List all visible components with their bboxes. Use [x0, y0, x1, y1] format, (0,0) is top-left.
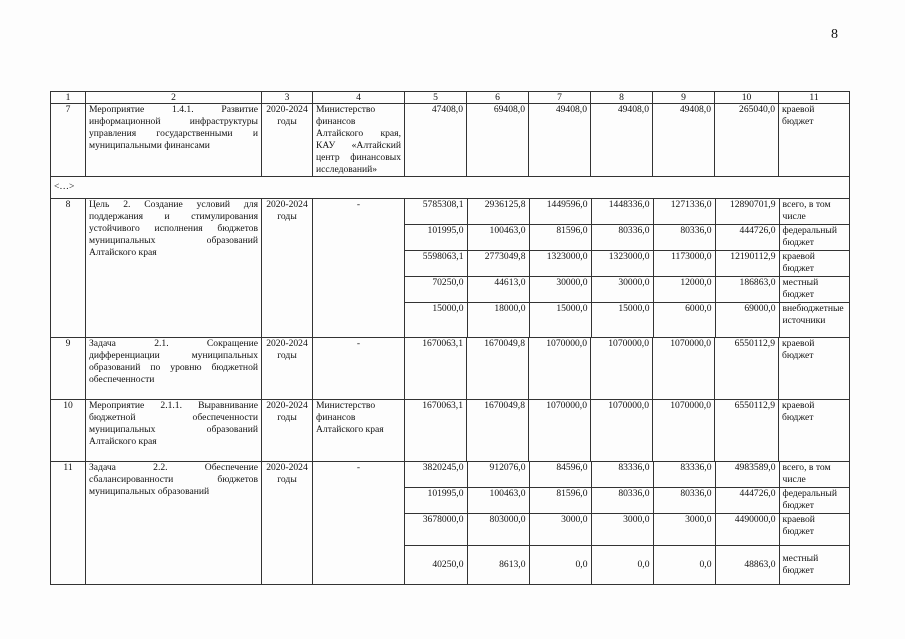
- amount-cell: 49408,0: [591, 104, 653, 177]
- funding-source: краевой бюджет: [779, 337, 850, 399]
- amount-cell: 69000,0: [715, 303, 779, 337]
- amount-cell: 444726,0: [715, 488, 779, 514]
- table-row: [51, 337, 850, 399]
- amount-cell: 48863,0: [715, 546, 779, 584]
- program-funding-table: [50, 91, 850, 585]
- breakdown-row: [405, 462, 849, 488]
- executor: -: [313, 337, 405, 399]
- col-header: 8: [591, 92, 653, 104]
- amount-cell: 80336,0: [591, 488, 653, 514]
- col-header: 3: [262, 92, 313, 104]
- amount-cell: 1323000,0: [591, 251, 653, 277]
- period: 2020-2024 годы: [262, 399, 313, 461]
- amount-cell: 2773049,8: [467, 251, 529, 277]
- table-row: [51, 461, 850, 584]
- amount-cell: 0,0: [529, 546, 591, 584]
- amount-cell: 912076,0: [467, 462, 529, 488]
- col-header: 11: [779, 92, 850, 104]
- amount-cell: 6000,0: [653, 303, 715, 337]
- amount-cell: 1173000,0: [653, 251, 715, 277]
- amount-cell: 1448336,0: [591, 199, 653, 225]
- amount-cell: 4490000,0: [715, 514, 779, 546]
- amount-cell: 265040,0: [715, 104, 779, 177]
- breakdown-subtable: [405, 199, 849, 337]
- amount-cell: 0,0: [591, 546, 653, 584]
- executor: Министерство финансов Алтайского края: [313, 399, 405, 461]
- executor: -: [313, 198, 405, 337]
- amount-cell: 1670049,8: [467, 337, 529, 399]
- funding-breakdown: [405, 198, 850, 337]
- breakdown-row: [405, 251, 849, 277]
- funding-source: краевой бюджет: [779, 514, 849, 546]
- amount-cell: 1070000,0: [529, 337, 591, 399]
- amount-cell: 6550112,9: [715, 337, 779, 399]
- breakdown-row: [405, 277, 849, 303]
- funding-source: всего, в том числе: [779, 462, 849, 488]
- period: 2020-2024 годы: [262, 198, 313, 337]
- col-header: 5: [405, 92, 467, 104]
- amount-cell: 12190112,9: [715, 251, 779, 277]
- amount-cell: 15000,0: [405, 303, 467, 337]
- amount-cell: 81596,0: [529, 225, 591, 251]
- funding-source: федеральный бюджет: [779, 225, 849, 251]
- row-number: 8: [51, 198, 86, 337]
- amount-cell: 44613,0: [467, 277, 529, 303]
- amount-cell: 186863,0: [715, 277, 779, 303]
- amount-cell: 12890701,9: [715, 199, 779, 225]
- table-row: [51, 104, 850, 177]
- amount-cell: 81596,0: [529, 488, 591, 514]
- amount-cell: 47408,0: [405, 104, 467, 177]
- amount-cell: 3820245,0: [405, 462, 467, 488]
- amount-cell: 1271336,0: [653, 199, 715, 225]
- amount-cell: 4983589,0: [715, 462, 779, 488]
- amount-cell: 1070000,0: [653, 337, 715, 399]
- row-number: 9: [51, 337, 86, 399]
- amount-cell: 15000,0: [529, 303, 591, 337]
- amount-cell: 5598063,1: [405, 251, 467, 277]
- amount-cell: 444726,0: [715, 225, 779, 251]
- page-number: 8: [831, 27, 838, 42]
- amount-cell: 100463,0: [467, 488, 529, 514]
- goal-name: Цель 2. Создание условий для поддержания и стимулирования устойчивого исполнения бюджетов муниципальных образований Алтайского края: [86, 198, 262, 337]
- amount-cell: 1323000,0: [529, 251, 591, 277]
- amount-cell: 40250,0: [405, 546, 467, 584]
- amount-cell: 3000,0: [529, 514, 591, 546]
- amount-cell: 1070000,0: [591, 399, 653, 461]
- amount-cell: 30000,0: [591, 277, 653, 303]
- col-header: 6: [467, 92, 529, 104]
- amount-cell: 12000,0: [653, 277, 715, 303]
- amount-cell: 1449596,0: [529, 199, 591, 225]
- amount-cell: 0,0: [653, 546, 715, 584]
- amount-cell: 84596,0: [529, 462, 591, 488]
- col-header: 4: [313, 92, 405, 104]
- breakdown-subtable: [405, 462, 849, 584]
- amount-cell: 2936125,8: [467, 199, 529, 225]
- period: 2020-2024 годы: [262, 461, 313, 584]
- breakdown-row: [405, 546, 849, 584]
- funding-source: местный бюджет: [779, 546, 849, 584]
- funding-source: краевой бюджет: [779, 399, 850, 461]
- omission-row: [51, 176, 850, 198]
- funding-breakdown: [405, 461, 850, 584]
- amount-cell: 80336,0: [653, 488, 715, 514]
- amount-cell: 1670063,1: [405, 399, 467, 461]
- funding-source: внебюджетные источники: [779, 303, 849, 337]
- amount-cell: 30000,0: [529, 277, 591, 303]
- omission-marker: <…>: [51, 176, 850, 198]
- amount-cell: 6550112,9: [715, 399, 779, 461]
- amount-cell: 80336,0: [591, 225, 653, 251]
- amount-cell: 1670049,8: [467, 399, 529, 461]
- amount-cell: 101995,0: [405, 488, 467, 514]
- amount-cell: 70250,0: [405, 277, 467, 303]
- row-number: 11: [51, 461, 86, 584]
- amount-cell: 3000,0: [653, 514, 715, 546]
- amount-cell: 49408,0: [529, 104, 591, 177]
- amount-cell: 1070000,0: [653, 399, 715, 461]
- amount-cell: 5785308,1: [405, 199, 467, 225]
- row-number: 10: [51, 399, 86, 461]
- breakdown-row: [405, 514, 849, 546]
- executor: Министерство финансов Алтайского края, КАУ «Алтайский центр финансовых исследований»: [313, 104, 405, 177]
- breakdown-row: [405, 225, 849, 251]
- col-header: 2: [86, 92, 262, 104]
- task-name: Задача 2.2. Обеспечение сбалансированности бюджетов муниципальных образований: [86, 461, 262, 584]
- amount-cell: 69408,0: [467, 104, 529, 177]
- col-header: 1: [51, 92, 86, 104]
- row-number: 7: [51, 104, 86, 177]
- amount-cell: 15000,0: [591, 303, 653, 337]
- amount-cell: 8613,0: [467, 546, 529, 584]
- measure-name: Мероприятие 1.4.1. Развитие информационной инфраструктуры управления государственными и муниципальными финансами: [86, 104, 262, 177]
- amount-cell: 3000,0: [591, 514, 653, 546]
- amount-cell: 80336,0: [653, 225, 715, 251]
- task-name: Задача 2.1. Сокращение дифференциации муниципальных образований по уровню бюджетной обеспеченности: [86, 337, 262, 399]
- column-number-row: [51, 92, 850, 104]
- amount-cell: 101995,0: [405, 225, 467, 251]
- funding-source: федеральный бюджет: [779, 488, 849, 514]
- breakdown-row: [405, 303, 849, 337]
- amount-cell: 100463,0: [467, 225, 529, 251]
- funding-source: всего, в том числе: [779, 199, 849, 225]
- period: 2020-2024 годы: [262, 337, 313, 399]
- executor: -: [313, 461, 405, 584]
- breakdown-row: [405, 488, 849, 514]
- amount-cell: 49408,0: [653, 104, 715, 177]
- funding-source: местный бюджет: [779, 277, 849, 303]
- amount-cell: 1670063,1: [405, 337, 467, 399]
- col-header: 7: [529, 92, 591, 104]
- amount-cell: 1070000,0: [591, 337, 653, 399]
- funding-source: краевой бюджет: [779, 104, 850, 177]
- amount-cell: 803000,0: [467, 514, 529, 546]
- amount-cell: 1070000,0: [529, 399, 591, 461]
- measure-name: Мероприятие 2.1.1. Выравнивание бюджетной обеспеченности муниципальных образований Алтайского края: [86, 399, 262, 461]
- amount-cell: 18000,0: [467, 303, 529, 337]
- table-row: [51, 198, 850, 337]
- breakdown-row: [405, 199, 849, 225]
- amount-cell: 83336,0: [591, 462, 653, 488]
- funding-source: краевой бюджет: [779, 251, 849, 277]
- table-row: [51, 399, 850, 461]
- period: 2020-2024 годы: [262, 104, 313, 177]
- col-header: 9: [653, 92, 715, 104]
- amount-cell: 83336,0: [653, 462, 715, 488]
- amount-cell: 3678000,0: [405, 514, 467, 546]
- col-header: 10: [715, 92, 779, 104]
